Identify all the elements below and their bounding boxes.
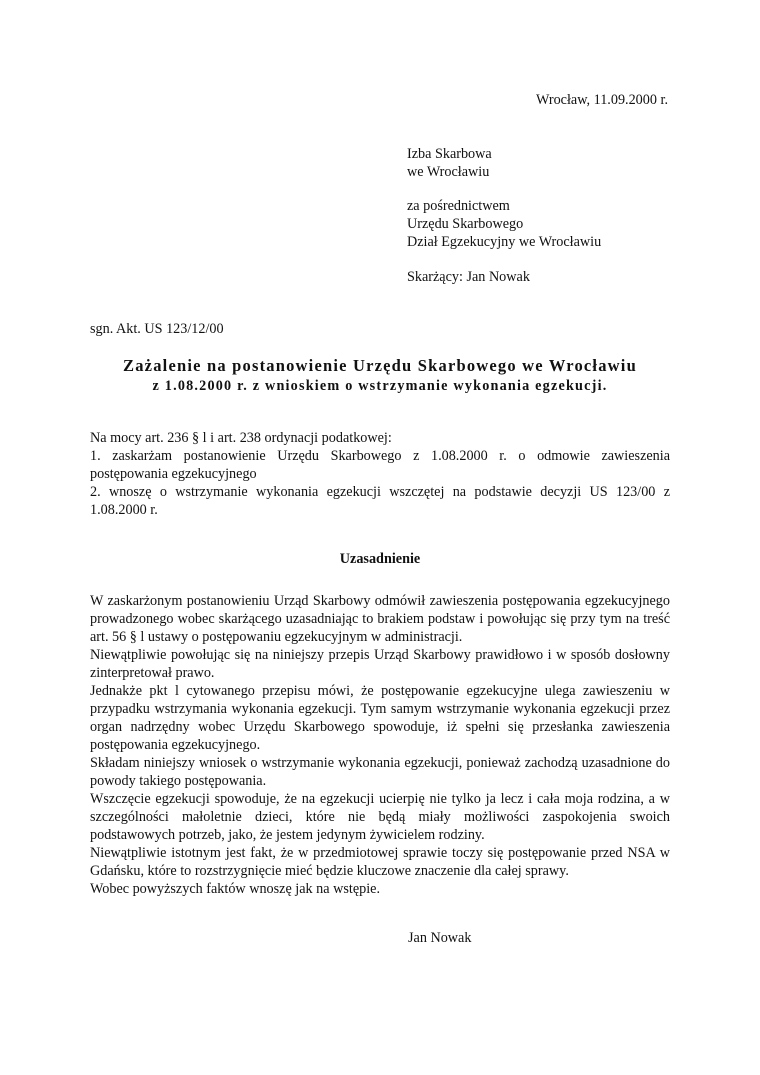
intermediary-block xyxy=(407,197,601,251)
justification-paragraph: Jednakże pkt l cytowanego przepisu mówi, że postępowanie egzekucyjne ulega zawieszeniu w przypadku wstrzymania wykonania egzekucji. Tym samym wstrzymanie wykonania egzekucji przez organ nadrzędny wobec Urzędu Skarbowego spowoduje, iż spełni się przesłanka zawieszenia postępowania egzekucyjnego. xyxy=(90,683,670,753)
justification-body xyxy=(90,592,670,898)
case-reference: sgn. Akt. US 123/12/00 xyxy=(90,321,224,337)
requests-intro: Na mocy art. 236 § l i art. 238 ordynacji podatkowej: xyxy=(90,430,392,446)
intermediary-intro: za pośrednictwem xyxy=(407,198,510,214)
requests-block xyxy=(90,429,670,519)
request-item-2: 2. wnoszę o wstrzymanie wykonania egzekucji wszczętej na podstawie decyzji US 123/00 z 1.08.2000 r. xyxy=(90,484,670,518)
complainant-line: Skarżący: Jan Nowak xyxy=(407,269,530,285)
addressee-name: Izba Skarbowa xyxy=(407,146,492,162)
justification-paragraph: Wszczęcie egzekucji spowoduje, że na egzekucji ucierpię nie tylko ja lecz i cała moja rodzina, a w szczególności małoletnie dzieci, które nie będą miały możliwości zaspokojenia swoich podstawowych potrzeb, jako, że jestem jedynym żywicielem rodziny. xyxy=(90,791,670,843)
justification-paragraph: Niewątpliwie powołując się na niniejszy przepis Urząd Skarbowy prawidłowo i w sposób dosłowny zinterpretował prawo. xyxy=(90,647,670,681)
justification-heading: Uzasadnienie xyxy=(339,551,421,567)
justification-paragraph: Składam niniejszy wniosek o wstrzymanie wykonania egzekucji, ponieważ zachodzą uzasadnione do powody takiego postępowania. xyxy=(90,755,670,789)
addressee-location: we Wrocławiu xyxy=(407,164,490,180)
justification-paragraph: Wobec powyższych faktów wnoszę jak na wstępie. xyxy=(90,881,380,897)
intermediary-office: Urzędu Skarbowego xyxy=(407,216,524,232)
document-title: Zażalenie na postanowienie Urzędu Skarbowego we Wrocławiu xyxy=(123,356,637,375)
signature: Jan Nowak xyxy=(408,930,472,946)
intermediary-department: Dział Egzekucyjny we Wrocławiu xyxy=(407,234,602,250)
request-item-1: 1. zaskarżam postanowienie Urzędu Skarbowego z 1.08.2000 r. o odmowie zawieszenia postępowania egzekucyjnego xyxy=(90,448,670,482)
justification-paragraph: W zaskarżonym postanowieniu Urząd Skarbowy odmówił zawieszenia postępowania egzekucyjnego prowadzonego wobec skarżącego uzasadniając to brakiem podstaw i powołując się przy tym na treść art. 56 § l ustawy o postępowaniu egzekucyjnym w administracji. xyxy=(90,593,670,645)
document-subtitle: z 1.08.2000 r. z wnioskiem o wstrzymanie wykonania egzekucji. xyxy=(152,378,608,394)
justification-paragraph: Niewątpliwie istotnym jest fakt, że w przedmiotowej sprawie toczy się postępowanie przed NSA w Gdańsku, które to rozstrzygnięcie mieć będzie kluczowe znaczenie dla całej sprawy. xyxy=(90,845,670,879)
addressee-block xyxy=(407,145,492,181)
place-date: Wrocław, 11.09.2000 r. xyxy=(536,92,668,108)
